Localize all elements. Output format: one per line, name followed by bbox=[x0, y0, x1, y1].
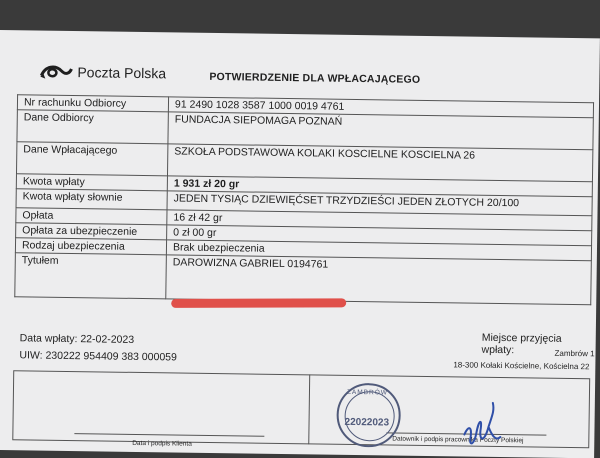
amount-label: Kwota wpłaty bbox=[16, 174, 167, 191]
insurance-fee-value: 0 zł 00 gr bbox=[167, 225, 592, 246]
payment-date: Data wpłaty: 22-02-2023 bbox=[19, 332, 135, 346]
insurance-type-value: Brak ubezpieczenia bbox=[166, 240, 591, 261]
place-label: Miejsce przyjęcia wpłaty: bbox=[481, 331, 562, 357]
amount-value: 1 931 zł 20 gr bbox=[167, 176, 592, 197]
stamp-date: 22022023 bbox=[344, 416, 390, 429]
amount-words-label: Kwota wpłaty słownie bbox=[16, 189, 167, 210]
recipient-label: Dane Odbiorcy bbox=[17, 110, 168, 144]
payer-value: SZKOŁA PODSTAWOWA KOLAKI KOSCIELNE KOSCIELNA 26 bbox=[167, 144, 592, 182]
insurance-type-label: Rodzaj ubezpieczenia bbox=[15, 238, 166, 255]
title-label: Tytułem bbox=[15, 253, 167, 299]
client-signature-caption: Data i podpis Klienta bbox=[132, 439, 192, 448]
receipt-document bbox=[0, 30, 600, 458]
title-value: DAROWIZNA GABRIEL 0194761 bbox=[166, 255, 592, 305]
insurance-fee-label: Opłata za ubezpieczenie bbox=[16, 223, 167, 240]
clerk-signature-caption: Datownik i podpis pracownika Poczty Polskiej bbox=[392, 435, 524, 445]
account-label: Nr rachunku Odbiorcy bbox=[17, 95, 168, 112]
logo-text: Poczta Polska bbox=[77, 64, 167, 82]
place-line-1: Zambrów 1 bbox=[554, 348, 595, 359]
table-row bbox=[15, 253, 592, 305]
payment-form-table bbox=[14, 94, 594, 305]
stamp-text: ZAMBRÓW bbox=[346, 388, 388, 397]
fee-label: Opłata bbox=[16, 208, 167, 225]
recipient-value: FUNDACJA SIEPOMAGA POZNAŃ bbox=[168, 112, 593, 150]
fee-value: 16 zł 42 gr bbox=[167, 210, 592, 231]
uiw-number: UIW: 230222 954409 383 000059 bbox=[19, 349, 177, 364]
clerk-signature-scribble bbox=[458, 396, 505, 457]
document-title: POTWIERDZENIE DLA WPŁACAJĄCEGO bbox=[209, 70, 421, 86]
amount-words-value: JEDEN TYSIĄC DZIEWIĘĆSET TRZYDZIEŚCI JEDEN ZŁOTYCH 20/100 bbox=[167, 191, 592, 216]
post-horn-icon bbox=[39, 63, 73, 81]
poczta-polska-logo bbox=[39, 63, 166, 83]
account-value: 91 2490 1028 3587 1000 0019 4761 bbox=[168, 97, 593, 118]
place-line-2: 18-300 Kołaki Kościelne, Kościelna 22 bbox=[453, 360, 590, 372]
payer-label: Dane Wpłacającego bbox=[16, 142, 167, 176]
redaction-mark bbox=[171, 298, 346, 308]
